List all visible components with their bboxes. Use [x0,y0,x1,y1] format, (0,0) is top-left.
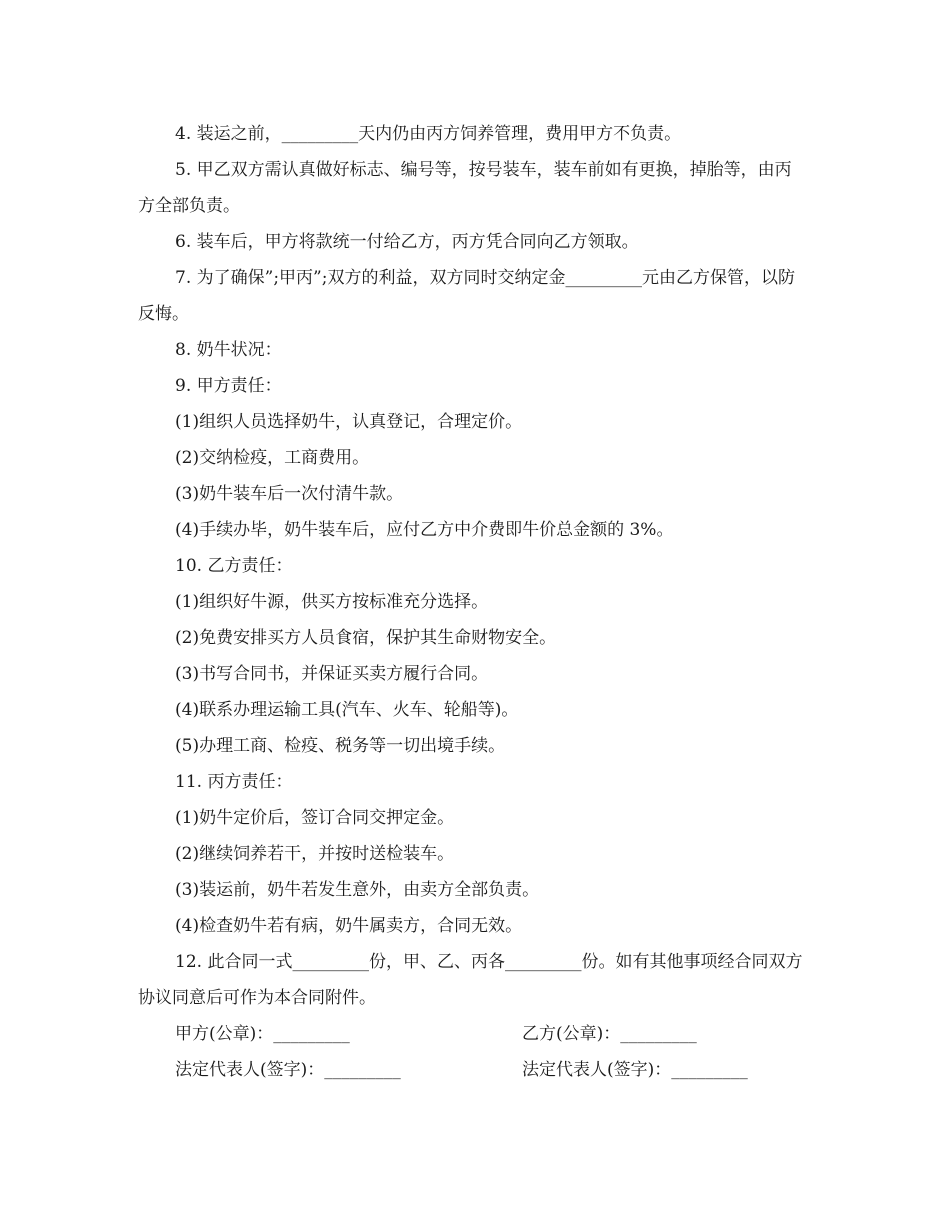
clause-7: 7. 为了确保”;甲丙”;双方的利益，双方同时交纳定金_________元由乙方保管，以防反悔。 [138,268,795,324]
party-b-item-2: (2)免费安排买方人员食宿，保护其生命财物安全。 [175,628,557,648]
contract-body [138,116,808,1088]
party-b-rep-field: 法定代表人(签字)：_________ [522,1060,748,1080]
party-a-seal-field: 甲方(公章)：_________ [175,1024,350,1044]
party-a-item-1: (1)组织人员选择奶牛，认真登记，合理定价。 [175,412,523,432]
seal-row [138,1016,808,1052]
clause-9: 9. 甲方责任： [175,376,282,396]
party-a-item-4: (4)手续办毕，奶牛装车后，应付乙方中介费即牛价总金额的 3%。 [175,520,674,540]
party-b-seal-field: 乙方(公章)：_________ [522,1024,697,1044]
clause-10: 10. 乙方责任： [175,556,293,576]
party-a-rep-field: 法定代表人(签字)：_________ [175,1060,401,1080]
party-b-item-4: (4)联系办理运输工具(汽车、火车、轮船等)。 [175,700,519,720]
clause-6: 6. 装车后，甲方将款统一付给乙方，丙方凭合同向乙方领取。 [175,232,639,252]
clause-5: 5. 甲乙双方需认真做好标志、编号等，按号装车，装车前如有更换，掉胎等，由丙方全部负责。 [138,160,792,216]
party-a-item-3: (3)奶牛装车后一次付清牛款。 [175,484,404,504]
party-a-item-2: (2)交纳检疫，工商费用。 [175,448,370,468]
party-b-item-1: (1)组织好牛源，供买方按标准充分选择。 [175,592,489,612]
party-b-item-3: (3)书写合同书，并保证买卖方履行合同。 [175,664,489,684]
party-c-item-1: (1)奶牛定价后，签订合同交押定金。 [175,808,455,828]
clause-4: 4. 装运之前，_________天内仍由丙方饲养管理，费用甲方不负责。 [175,124,682,144]
party-c-item-3: (3)装运前，奶牛若发生意外，由卖方全部负责。 [175,880,540,900]
clause-12: 12. 此合同一式_________份，甲、乙、丙各_________份。如有其他事项经合同双方协议同意后可作为本合同附件。 [138,952,803,1008]
clause-8: 8. 奶牛状况： [175,340,282,360]
representative-row [138,1052,808,1088]
clause-11: 11. 丙方责任： [175,772,293,792]
party-c-item-4: (4)检查奶牛若有病，奶牛属卖方，合同无效。 [175,916,523,936]
party-b-item-5: (5)办理工商、检疫、税务等一切出境手续。 [175,736,506,756]
party-c-item-2: (2)继续饲养若干，并按时送检装车。 [175,844,455,864]
